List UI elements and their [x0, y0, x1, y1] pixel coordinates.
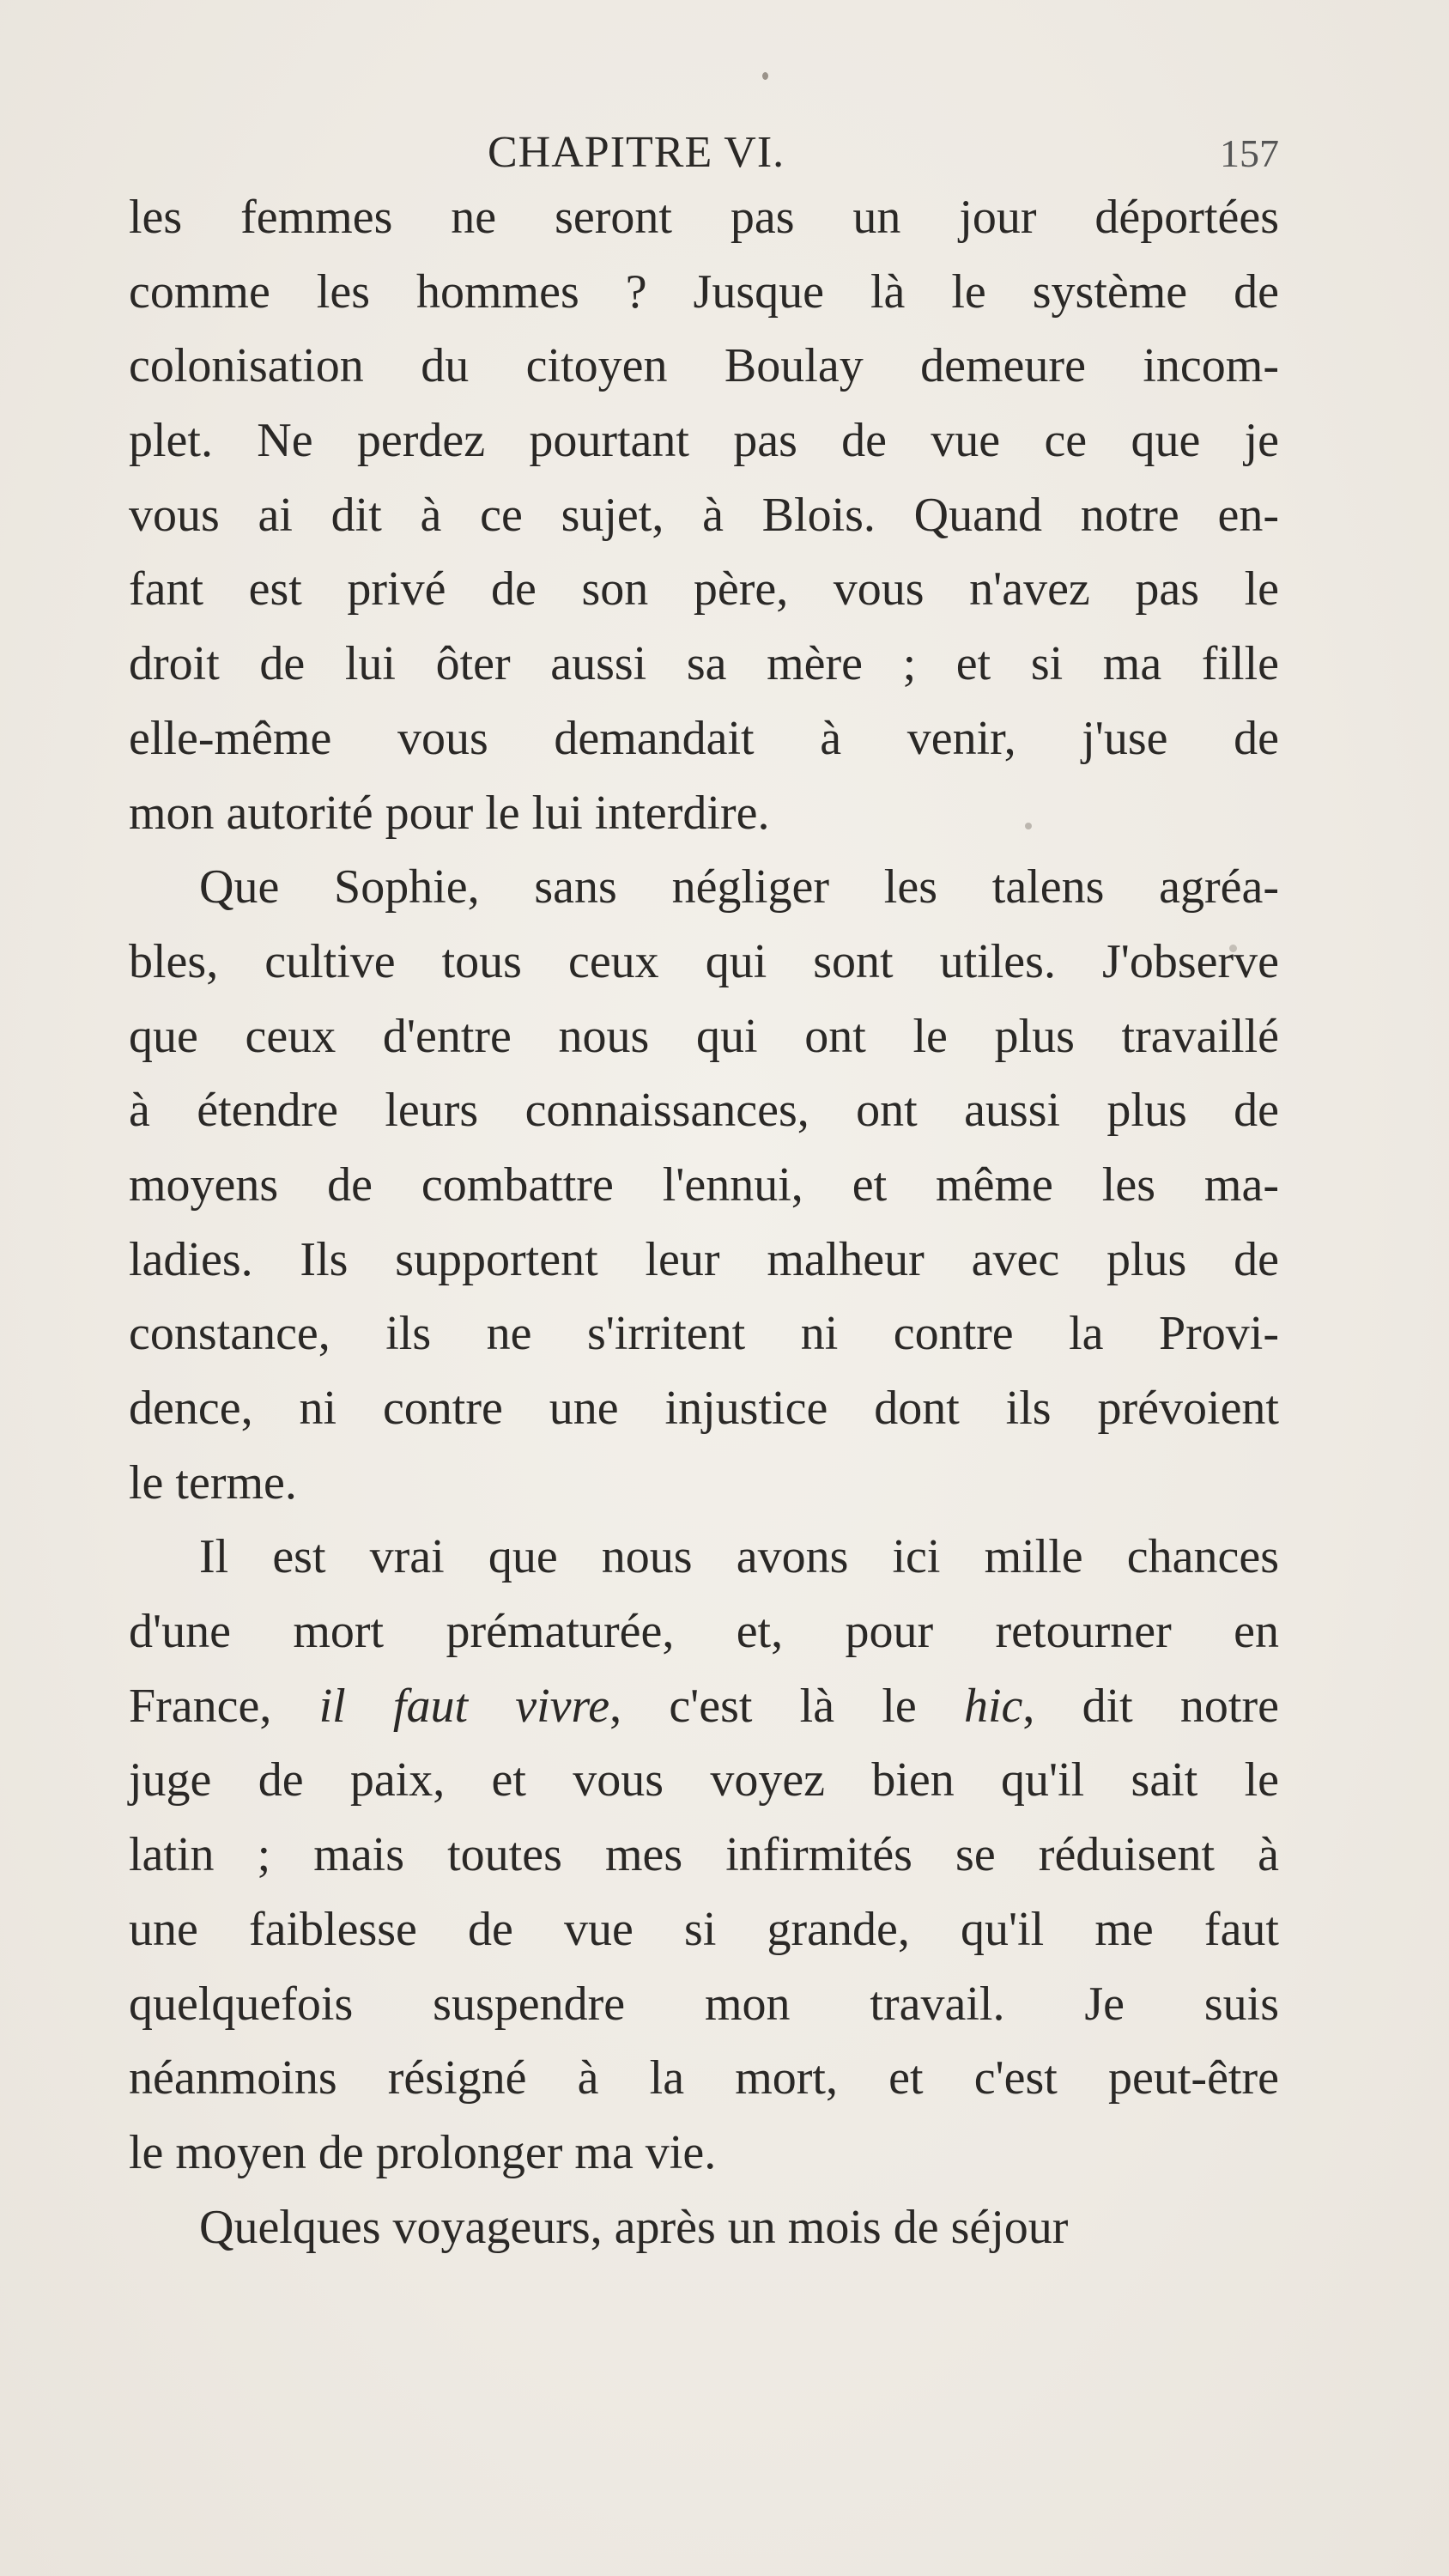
body-text [129, 180, 1279, 2264]
text-line: d'une mort prématurée, et, pour retourner en [129, 1605, 1279, 1659]
text-line: quelquefois suspendre mon travail. Je suis [129, 1977, 1279, 2031]
paragraph-start-line: Quelques voyageurs, après un mois de séjour [199, 2200, 1069, 2254]
paragraph-end-line: le moyen de prolonger ma vie. [129, 2125, 717, 2179]
text-line: latin ; mais toutes mes infirmités se réduisent à [129, 1828, 1279, 1882]
page-number: 157 [1220, 131, 1279, 175]
text-line: ladies. Ils supportent leur malheur avec plus de [129, 1232, 1279, 1286]
text-line: juge de paix, et vous voyez bien qu'il sait le [129, 1753, 1279, 1807]
text-fragment: France, [129, 1679, 319, 1733]
text-line: fant est privé de son père, vous n'avez pas le [129, 562, 1279, 617]
text-line: droit de lui ôter aussi sa mère ; et si ma fille [129, 637, 1279, 691]
running-header [129, 127, 1279, 187]
paragraph-start-line: Que Sophie, sans négliger les talens agréa- [199, 860, 1279, 914]
italic-phrase: il faut vivre [318, 1679, 610, 1733]
italic-word: hic [963, 1679, 1023, 1733]
text-line: bles, cultive tous ceux qui sont utiles. J'observe [129, 934, 1279, 988]
text-line: moyens de combattre l'ennui, et même les ma- [129, 1157, 1279, 1212]
paragraph-start-line: Il est vrai que nous avons ici mille chances [199, 1530, 1279, 1584]
text-line: que ceux d'entre nous qui ont le plus travaillé [129, 1009, 1279, 1063]
text-line: néanmoins résigné à la mort, et c'est peut-être [129, 2051, 1279, 2105]
paragraph-end-line: le terme. [129, 1455, 297, 1510]
text-line: constance, ils ne s'irritent ni contre la Provi- [129, 1307, 1279, 1361]
text-line: plet. Ne perdez pourtant pas de vue ce que je [129, 414, 1279, 468]
text-line: à étendre leurs connaissances, ont aussi plus de [129, 1084, 1279, 1138]
chapter-title: CHAPITRE VI. [488, 128, 785, 177]
text-line: dence, ni contre une injustice dont ils prévoient [129, 1382, 1279, 1435]
paragraph-end-line: mon autorité pour le lui interdire. [129, 786, 770, 840]
text-line: elle-même vous demandait à venir, j'use de [129, 711, 1279, 765]
text-line: les femmes ne seront pas un jour déportées [129, 191, 1279, 244]
text-line: une faiblesse de vue si grande, qu'il me faut [129, 1902, 1279, 1956]
text-fragment: , c'est là le [609, 1679, 964, 1733]
text-line: comme les hommes ? Jusque là le système de [129, 264, 1279, 319]
text-fragment: , dit notre [1022, 1679, 1279, 1733]
text-line: vous ai dit à ce sujet, à Blois. Quand notre en- [129, 488, 1279, 542]
text-line-with-italics [129, 1669, 1279, 1744]
text-line: colonisation du citoyen Boulay demeure incom- [129, 339, 1279, 393]
paper-speck [762, 72, 768, 80]
